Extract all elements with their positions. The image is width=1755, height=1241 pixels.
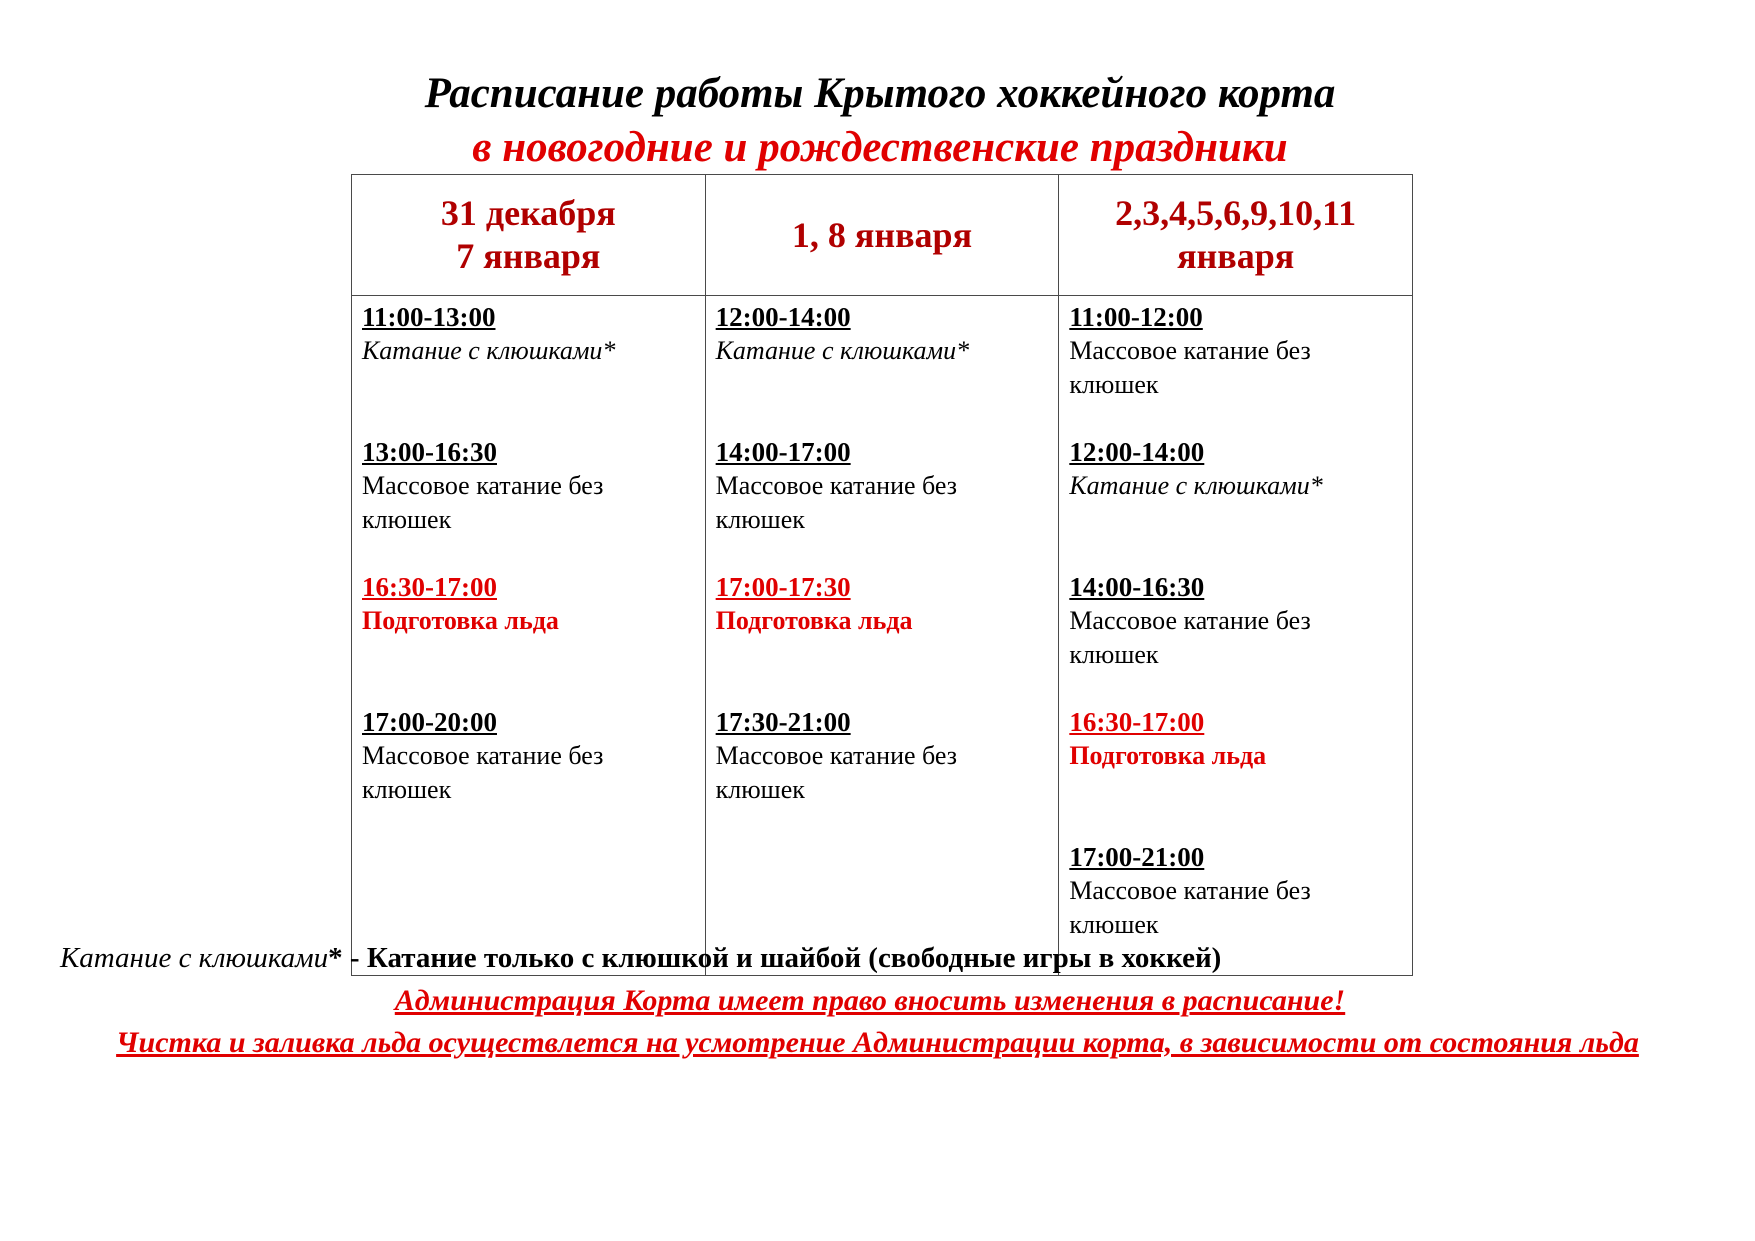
slot-time: 17:30-21:00 (715, 707, 851, 737)
slot-time: 13:00-16:30 (362, 437, 497, 467)
schedule-table (351, 174, 1413, 976)
time-slot (362, 300, 697, 435)
time-slot (362, 705, 697, 840)
footnote-term: Катание с клюшками (60, 942, 329, 974)
footnote (60, 940, 1221, 976)
column-header-dec31-jan7 (352, 175, 706, 296)
time-slot (716, 435, 1051, 570)
slot-activity: Катание с клюшками* (715, 336, 970, 365)
time-slot (716, 705, 1051, 840)
slot-activity: Массовое катание без клюшек (1069, 606, 1311, 669)
slot-time: 14:00-17:00 (715, 437, 851, 467)
schedule-header-row (352, 175, 1413, 296)
time-slot (1069, 300, 1404, 435)
slot-time: 14:00-16:30 (1069, 572, 1205, 602)
column-header-line: января (1177, 236, 1295, 276)
footnote-definition: * - Катание только с клюшкой и шайбой (свободные игры в хоккей) (328, 942, 1222, 974)
time-slot (716, 300, 1051, 435)
time-slot (362, 570, 697, 705)
time-slot (1069, 570, 1404, 705)
slot-activity: Массовое катание без клюшек (1069, 336, 1311, 399)
column-header-line: 7 января (456, 236, 601, 276)
time-slot (362, 435, 697, 570)
page-subtitle: в новогодние и рождественские праздники (472, 124, 1288, 171)
slot-activity: Массовое катание без клюшек (715, 471, 958, 534)
slot-activity: Массовое катание без клюшек (362, 741, 604, 804)
column-header-line: 2,3,4,5,6,9,10,11 (1115, 193, 1357, 233)
time-slot (716, 570, 1051, 705)
time-slot (1069, 435, 1404, 570)
slot-activity: Катание с клюшками* (1069, 471, 1323, 500)
page-title: Расписание работы Крытого хоккейного корта (424, 70, 1336, 117)
column-header-line: 31 декабря (440, 193, 616, 233)
slot-time: 16:30-17:00 (1069, 707, 1205, 737)
column-header-jan-weekdays (1059, 175, 1413, 296)
column-header-line: 1, 8 января (791, 214, 973, 255)
slot-activity: Массовое катание без клюшек (715, 741, 958, 804)
column-header-jan1-jan8 (705, 175, 1059, 296)
slot-time: 11:00-12:00 (1069, 302, 1203, 332)
slot-activity: Катание с клюшками* (362, 336, 616, 365)
schedule-change-warning: Администрация Корта имеет право вносить изменения в расписание! (394, 984, 1346, 1017)
slot-time: 17:00-17:30 (715, 572, 851, 602)
slot-time: 11:00-13:00 (362, 302, 496, 332)
time-slot (1069, 705, 1404, 840)
slot-activity: Подготовка льда (715, 606, 913, 635)
slot-time: 16:30-17:00 (362, 572, 497, 602)
slot-time: 17:00-20:00 (362, 707, 497, 737)
schedule-column-2 (705, 296, 1059, 976)
slot-time: 17:00-21:00 (1069, 842, 1205, 872)
ice-cleaning-warning: Чистка и заливка льда осуществлется на усмотрение Администрации корта, в зависимости от состояния льда (116, 1026, 1639, 1059)
slot-activity: Массовое катание без клюшек (362, 471, 604, 534)
slot-activity: Массовое катание без клюшек (1069, 876, 1311, 939)
slot-time: 12:00-14:00 (1069, 437, 1205, 467)
schedule-column-1 (352, 296, 706, 976)
schedule-body-row (352, 296, 1413, 976)
slot-activity: Подготовка льда (362, 606, 559, 635)
slot-activity: Подготовка льда (1069, 741, 1267, 770)
schedule-column-3 (1059, 296, 1413, 976)
slot-time: 12:00-14:00 (715, 302, 851, 332)
